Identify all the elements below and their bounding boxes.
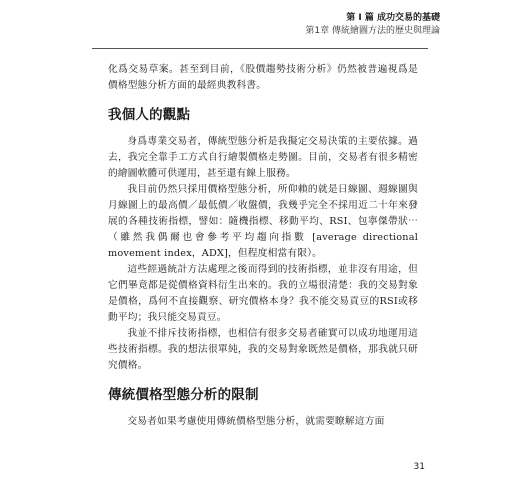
paragraph: 我並不排斥技術指標，也相信有很多交易者確實可以成功地運用這些技術指標。我的想法很單純，我的交易對象既然是價格，那我就只研究價格。 — [108, 328, 418, 371]
paragraph: 這些經過統計方法處理之後而得到的技術指標，並非沒有用途，但它們畢竟都是從價格資料衍生出來的。我的立場很清楚：我的交易對象是價格，爲何不直接觀察、研究價格本身？我不能交易貢豆的RSI或移動平均；我只能交易貢豆。 — [108, 264, 418, 323]
paragraph: 身爲專業交易者，傳統型態分析是我擬定交易決策的主要依據。過去，我完全靠手工方式自行繪製價格走勢圖。目前，交易者有很多精密的繪圖軟體可供運用，甚至還有線上服務。 — [108, 136, 418, 179]
paragraph: 我目前仍然只採用價格型態分析，所仰賴的就是日線圖、週線圖與月線圖上的最高價／最低價／收盤價，我幾乎完全不採用近二十年來發展的各種技術指標，譬如：隨機指標、移動平均、RSI、包寧傑帶狀⋯（雖然我偶爾也會參考平均趨向指數 [average directional movement index，ADX]，但程度相當有限）。 — [108, 184, 418, 259]
running-header — [305, 12, 440, 38]
intro-paragraph: 化爲交易草案。甚至到目前，《股價趨勢技術分析》仍然被普遍視爲是價格型態分析方面的最經典教科書。 — [108, 64, 418, 91]
section-heading-limitations: 傳統價格型態分析的限制 — [108, 387, 259, 403]
section-heading-personal-view: 我個人的觀點 — [108, 107, 191, 123]
chapter-title: 第1章 傳統繪圖方法的歷史與理論 — [305, 26, 440, 36]
header-divider — [92, 48, 428, 49]
paragraph: 交易者如果考慮使用傳統價格型態分析，就需要瞭解這方面 — [127, 416, 385, 427]
part-title: 第 I 篇 成功交易的基礎 — [346, 13, 440, 23]
page-content — [108, 62, 418, 430]
page-number: 31 — [413, 462, 425, 472]
